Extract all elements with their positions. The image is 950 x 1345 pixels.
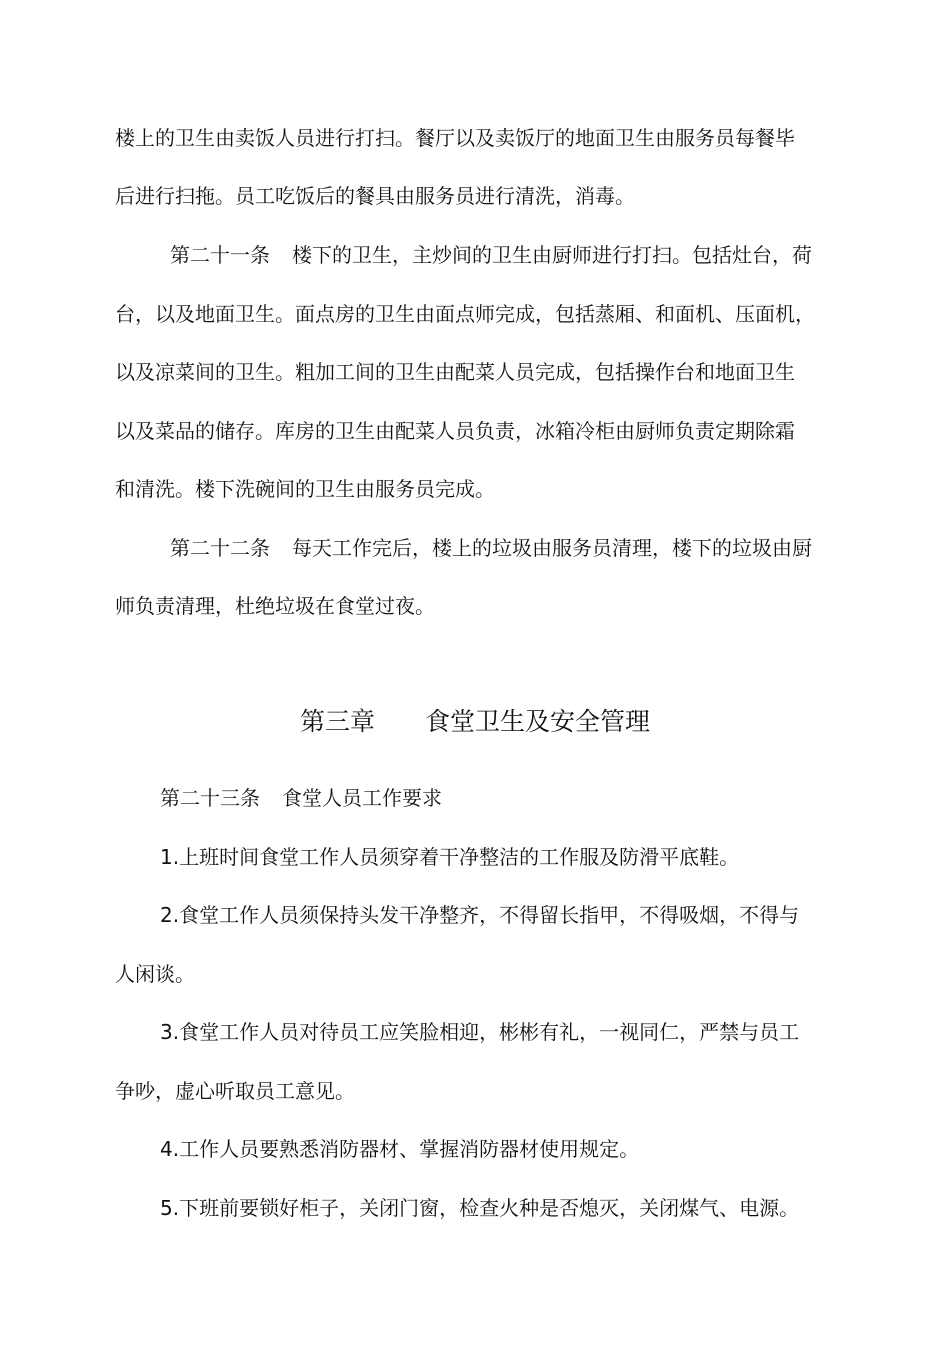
list-item: 3.食堂工作人员对待员工应笑脸相迎，彬彬有礼，一视同仁，严禁与员工	[160, 1020, 800, 1044]
article-23-heading	[160, 786, 442, 810]
article-23-label: 第二十三条	[160, 786, 260, 810]
paragraph-line: 师负责清理，杜绝垃圾在食堂过夜。	[115, 594, 435, 618]
list-item-continuation: 争吵，虚心听取员工意见。	[115, 1079, 355, 1103]
paragraph-line: 以及菜品的储存。库房的卫生由配菜人员负责，冰箱冷柜由厨师负责定期除霜	[115, 419, 795, 443]
list-item: 4.工作人员要熟悉消防器材、掌握消防器材使用规定。	[160, 1137, 640, 1161]
article-21-text: 楼下的卫生，主炒间的卫生由厨师进行打扫。包括灶台，荷	[292, 243, 812, 267]
paragraph-line: 以及凉菜间的卫生。粗加工间的卫生由配菜人员完成，包括操作台和地面卫生	[115, 360, 795, 384]
article-22-text: 每天工作完后，楼上的垃圾由服务员清理，楼下的垃圾由厨	[292, 536, 812, 560]
paragraph-line: 台，以及地面卫生。面点房的卫生由面点师完成，包括蒸厢、和面机、压面机，	[115, 302, 815, 326]
chapter-number: 第三章	[299, 707, 375, 736]
chapter-heading	[0, 707, 950, 737]
chapter-title: 食堂卫生及安全管理	[425, 707, 651, 736]
list-item: 5.下班前要锁好柜子，关闭门窗，检查火种是否熄灭，关闭煤气、电源。	[160, 1196, 800, 1220]
paragraph-line: 后进行扫拖。员工吃饭后的餐具由服务员进行清洗，消毒。	[115, 184, 635, 208]
article-21-label: 第二十一条	[170, 243, 270, 267]
article-22-label: 第二十二条	[170, 536, 270, 560]
paragraph-line: 和清洗。楼下洗碗间的卫生由服务员完成。	[115, 477, 495, 501]
article-22-first-line	[170, 536, 812, 560]
list-item-continuation: 人闲谈。	[115, 962, 195, 986]
list-item: 1.上班时间食堂工作人员须穿着干净整洁的工作服及防滑平底鞋。	[160, 845, 740, 869]
list-item: 2.食堂工作人员须保持头发干净整齐，不得留长指甲，不得吸烟，不得与	[160, 903, 800, 927]
article-23-title: 食堂人员工作要求	[282, 786, 442, 810]
paragraph-line: 楼上的卫生由卖饭人员进行打扫。餐厅以及卖饭厅的地面卫生由服务员每餐毕	[115, 126, 795, 150]
article-21-first-line	[170, 243, 812, 267]
